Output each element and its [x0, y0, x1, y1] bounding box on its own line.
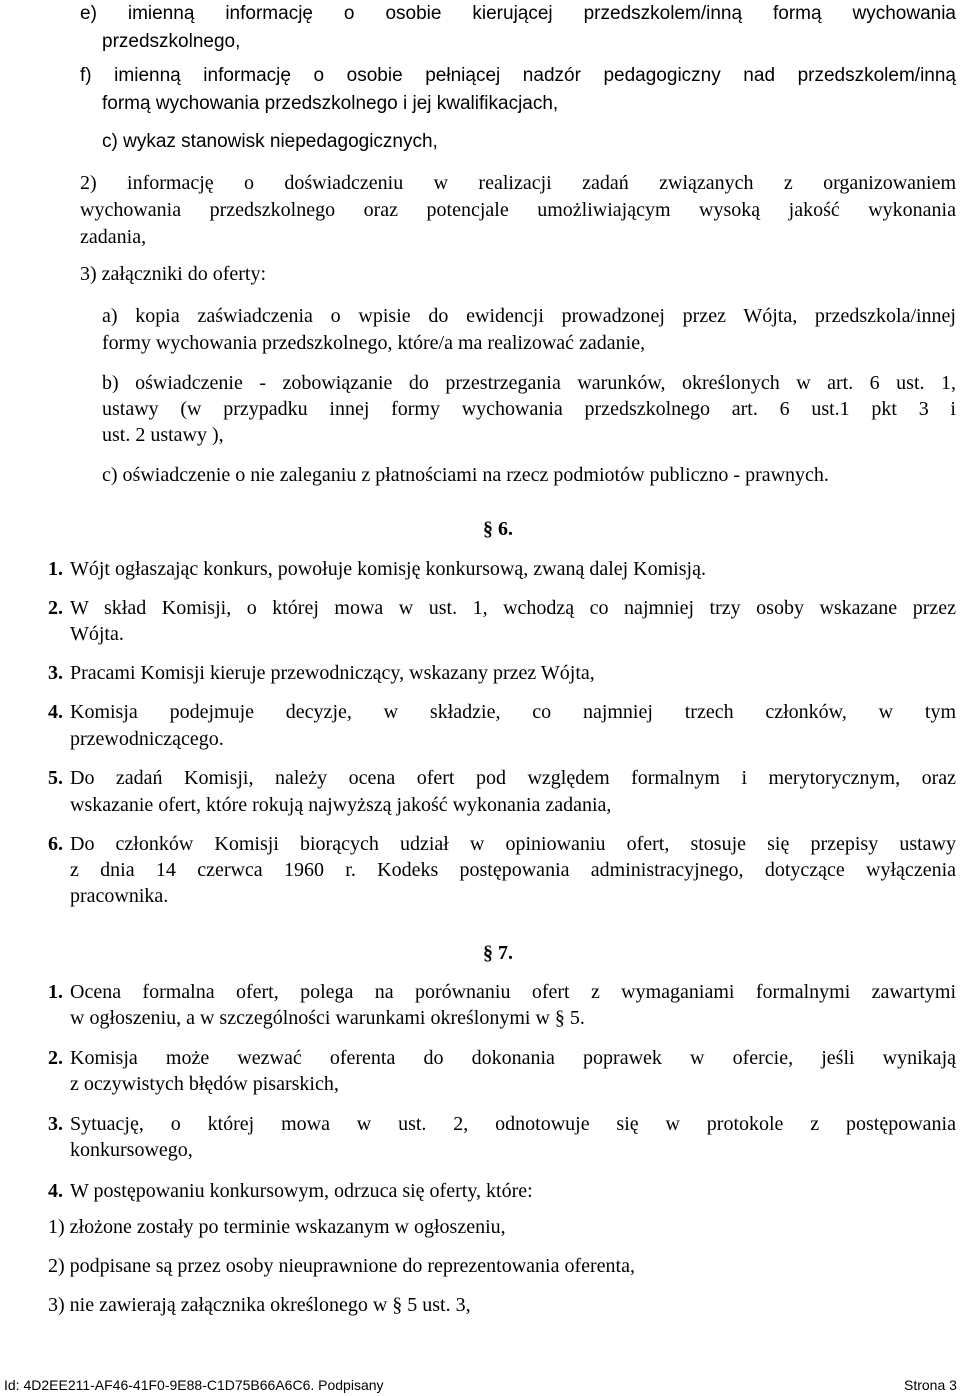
- s7-item-1-line1: Ocena formalna ofert, polega na porównaniu ofert z wymaganiami formalnymi zawartymi: [70, 981, 956, 1003]
- item-3-heading: 3) załączniki do oferty:: [80, 263, 267, 285]
- s6-item-1-text: Wójt ogłaszając konkurs, powołuje komisję konkursową, zwaną dalej Komisją.: [70, 558, 706, 580]
- item-a-line2: formy wychowania przedszkolnego, które/a ma realizować zadanie,: [102, 332, 646, 354]
- item-2-line1: 2) informację o doświadczeniu w realizacji zadań związanych z organizowaniem: [80, 172, 956, 194]
- section-7-heading: § 7.: [483, 942, 513, 964]
- s6-item-2-line1: W skład Komisji, o której mowa w ust. 1, wchodzą co najmniej trzy osoby wskazane przez: [70, 597, 956, 619]
- s6-item-4-number: 4.: [48, 701, 63, 723]
- s6-item-2-number: 2.: [48, 597, 63, 619]
- item-b-line2: ustawy (w przypadku innej formy wychowania przedszkolnego art. 6 ust.1 pkt 3 i: [102, 398, 956, 420]
- s6-item-6-line2: z dnia 14 czerwca 1960 r. Kodeks postępowania administracyjnego, dotyczące wyłączenia: [70, 859, 956, 881]
- s7-item-1-line2: w ogłoszeniu, a w szczególności warunkami określonymi w § 5.: [70, 1007, 585, 1029]
- s7-subitem-3: 3) nie zawierają załącznika określonego w § 5 ust. 3,: [48, 1294, 471, 1316]
- s6-item-4-line1: Komisja podejmuje decyzje, w składzie, co najmniej trzech członków, w tym: [70, 701, 956, 723]
- s6-item-3-text: Pracami Komisji kieruje przewodniczący, wskazany przez Wójta,: [70, 662, 595, 684]
- s6-item-5-line2: wskazanie ofert, które rokują najwyższą jakość wykonania zadania,: [70, 794, 612, 816]
- s7-subitem-1: 1) złożone zostały po terminie wskazanym w ogłoszeniu,: [48, 1216, 506, 1238]
- s6-item-5-line1: Do zadań Komisji, należy ocena ofert pod względem formalnym i merytorycznym, oraz: [70, 767, 956, 789]
- s7-item-4-number: 4.: [48, 1180, 63, 1202]
- s6-item-4-line2: przewodniczącego.: [70, 728, 224, 750]
- section-6-heading: § 6.: [483, 518, 513, 540]
- s6-item-5-number: 5.: [48, 767, 63, 789]
- item-a-line1: a) kopia zaświadczenia o wpisie do ewidencji prowadzonej przez Wójta, przedszkola/innej: [102, 305, 956, 327]
- page-number: Strona 3: [904, 1377, 957, 1393]
- s7-item-4-text: W postępowaniu konkursowym, odrzuca się oferty, które:: [70, 1180, 533, 1202]
- s6-item-6-line1: Do członków Komisji biorących udział w opiniowaniu ofert, stosuje się przepisy ustawy: [70, 833, 956, 855]
- s6-item-2-line2: Wójta.: [70, 623, 124, 645]
- item-e-line1: e) imienną informację o osobie kierującej przedszkolem/inną formą wychowania: [80, 3, 956, 24]
- s7-item-1-number: 1.: [48, 981, 63, 1003]
- document-id-footer: Id: 4D2EE211-AF46-41F0-9E88-C1D75B66A6C6. Podpisany: [4, 1377, 384, 1393]
- s7-item-3-line1: Sytuację, o której mowa w ust. 2, odnotowuje się w protokole z postępowania: [70, 1113, 956, 1135]
- s7-item-2-number: 2.: [48, 1047, 63, 1069]
- s7-item-3-line2: konkursowego,: [70, 1139, 193, 1161]
- s7-item-2-line1: Komisja może wezwać oferenta do dokonania poprawek w ofercie, jeśli wynikają: [70, 1047, 956, 1069]
- item-e-line2: przedszkolnego,: [102, 31, 241, 52]
- item-2-line2: wychowania przedszkolnego oraz potencjale umożliwiającym wysoką jakość wykonania: [80, 199, 956, 221]
- s7-item-3-number: 3.: [48, 1113, 63, 1135]
- item-2-line3: zadania,: [80, 226, 147, 248]
- s7-subitem-2: 2) podpisane są przez osoby nieuprawnione do reprezentowania oferenta,: [48, 1255, 635, 1277]
- s6-item-3-number: 3.: [48, 662, 63, 684]
- item-c2: c) oświadczenie o nie zaleganiu z płatnościami na rzecz podmiotów publiczno - prawnych.: [102, 464, 829, 486]
- s6-item-6-number: 6.: [48, 833, 63, 855]
- item-f-line1: f) imienną informację o osobie pełniącej nadzór pedagogiczny nad przedszkolem/inną: [80, 65, 956, 86]
- item-c: c) wykaz stanowisk niepedagogicznych,: [102, 131, 438, 152]
- item-b-line3: ust. 2 ustawy ),: [102, 424, 224, 446]
- item-f-line2: formą wychowania przedszkolnego i jej kwalifikacjach,: [102, 93, 559, 114]
- s6-item-1-number: 1.: [48, 558, 63, 580]
- s7-item-2-line2: z oczywistych błędów pisarskich,: [70, 1073, 339, 1095]
- s6-item-6-line3: pracownika.: [70, 885, 169, 907]
- item-b-line1: b) oświadczenie - zobowiązanie do przestrzegania warunków, określonych w art. 6 ust. 1,: [102, 372, 956, 394]
